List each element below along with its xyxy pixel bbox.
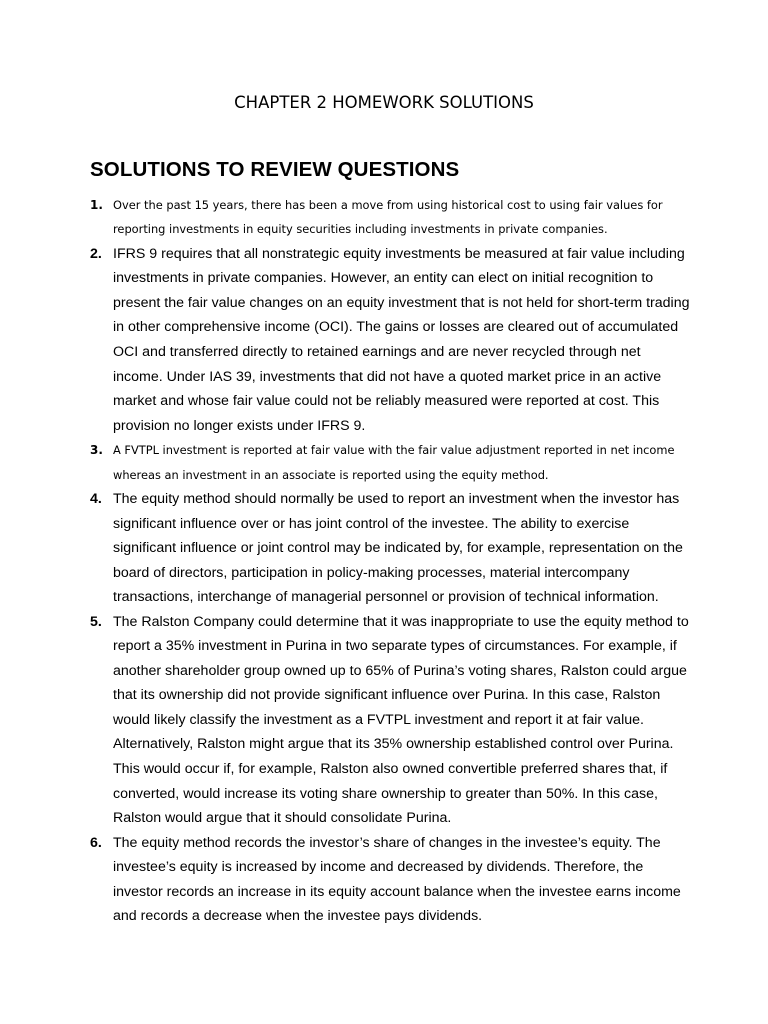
question-answer-text: The equity method records the investor’s share of changes in the investee’s equity. The investee’s equity is increased by income and decreased by dividends. Therefore, the investor records an increase in its equity account balance when the investee earns income and records a decrease when the investee pays dividends.: [113, 834, 681, 925]
list-item: [90, 831, 690, 929]
list-item: [90, 610, 690, 831]
question-number: 2.: [90, 245, 102, 262]
list-item: [90, 193, 690, 242]
question-number: 6.: [90, 834, 102, 851]
section-heading: SOLUTIONS TO REVIEW QUESTIONS: [90, 158, 460, 181]
question-number: 3.: [90, 443, 103, 458]
list-item: [90, 487, 690, 610]
document-title: CHAPTER 2 HOMEWORK SOLUTIONS: [234, 93, 534, 112]
question-answer-text: Over the past 15 years, there has been a move from using historical cost to using fair values for reporting investments in equity securities including investments in private companies.: [113, 198, 663, 237]
list-item: [90, 438, 690, 487]
list-item: [90, 242, 690, 438]
question-number: 5.: [90, 613, 102, 630]
question-answer-text: The Ralston Company could determine that it was inappropriate to use the equity method to report a 35% investment in Purina in two separate types of circumstances. For example, if another shareholder group owned up to 65% of Purina’s voting shares, Ralston could argue that its ownership did not provide significant influence over Purina. In this case, Ralston would likely classify the investment as a FVTPL investment and report it at fair value. Alternatively, Ralston might argue that its 35% ownership established control over Purina. This would occur if, for example, Ralston also owned convertible preferred shares that, if converted, would increase its voting share ownership to greater than 50%. In this case, Ralston would argue that it should consolidate Purina.: [113, 613, 689, 827]
question-number: 4.: [90, 491, 102, 507]
review-questions-list: [90, 193, 690, 929]
question-answer-text: The equity method should normally be used to report an investment when the investor has significant influence over or has joint control of the investee. The ability to exercise significant influence or joint control may be indicated by, for example, representation on the board of directors, participation in policy-making processes, material intercompany transactions, interchange of managerial personnel or provision of technical information.: [113, 491, 683, 606]
question-answer-text: A FVTPL investment is reported at fair value with the fair value adjustment reported in net income whereas an investment in an associate is reported using the equity method.: [113, 443, 675, 482]
question-answer-text: IFRS 9 requires that all nonstrategic equity investments be measured at fair value including investments in private companies. However, an entity can elect on initial recognition to present the fair value changes on an equity investment that is not held for short-term trading in other comprehensive income (OCI). The gains or losses are cleared out of accumulated OCI and transferred directly to retained earnings and are never recycled through net income. Under IAS 39, investments that did not have a quoted market price in an active market and whose fair value could not be reliably measured were reported at cost. This provision no longer exists under IFRS 9.: [113, 245, 690, 434]
question-number: 1.: [90, 198, 103, 212]
